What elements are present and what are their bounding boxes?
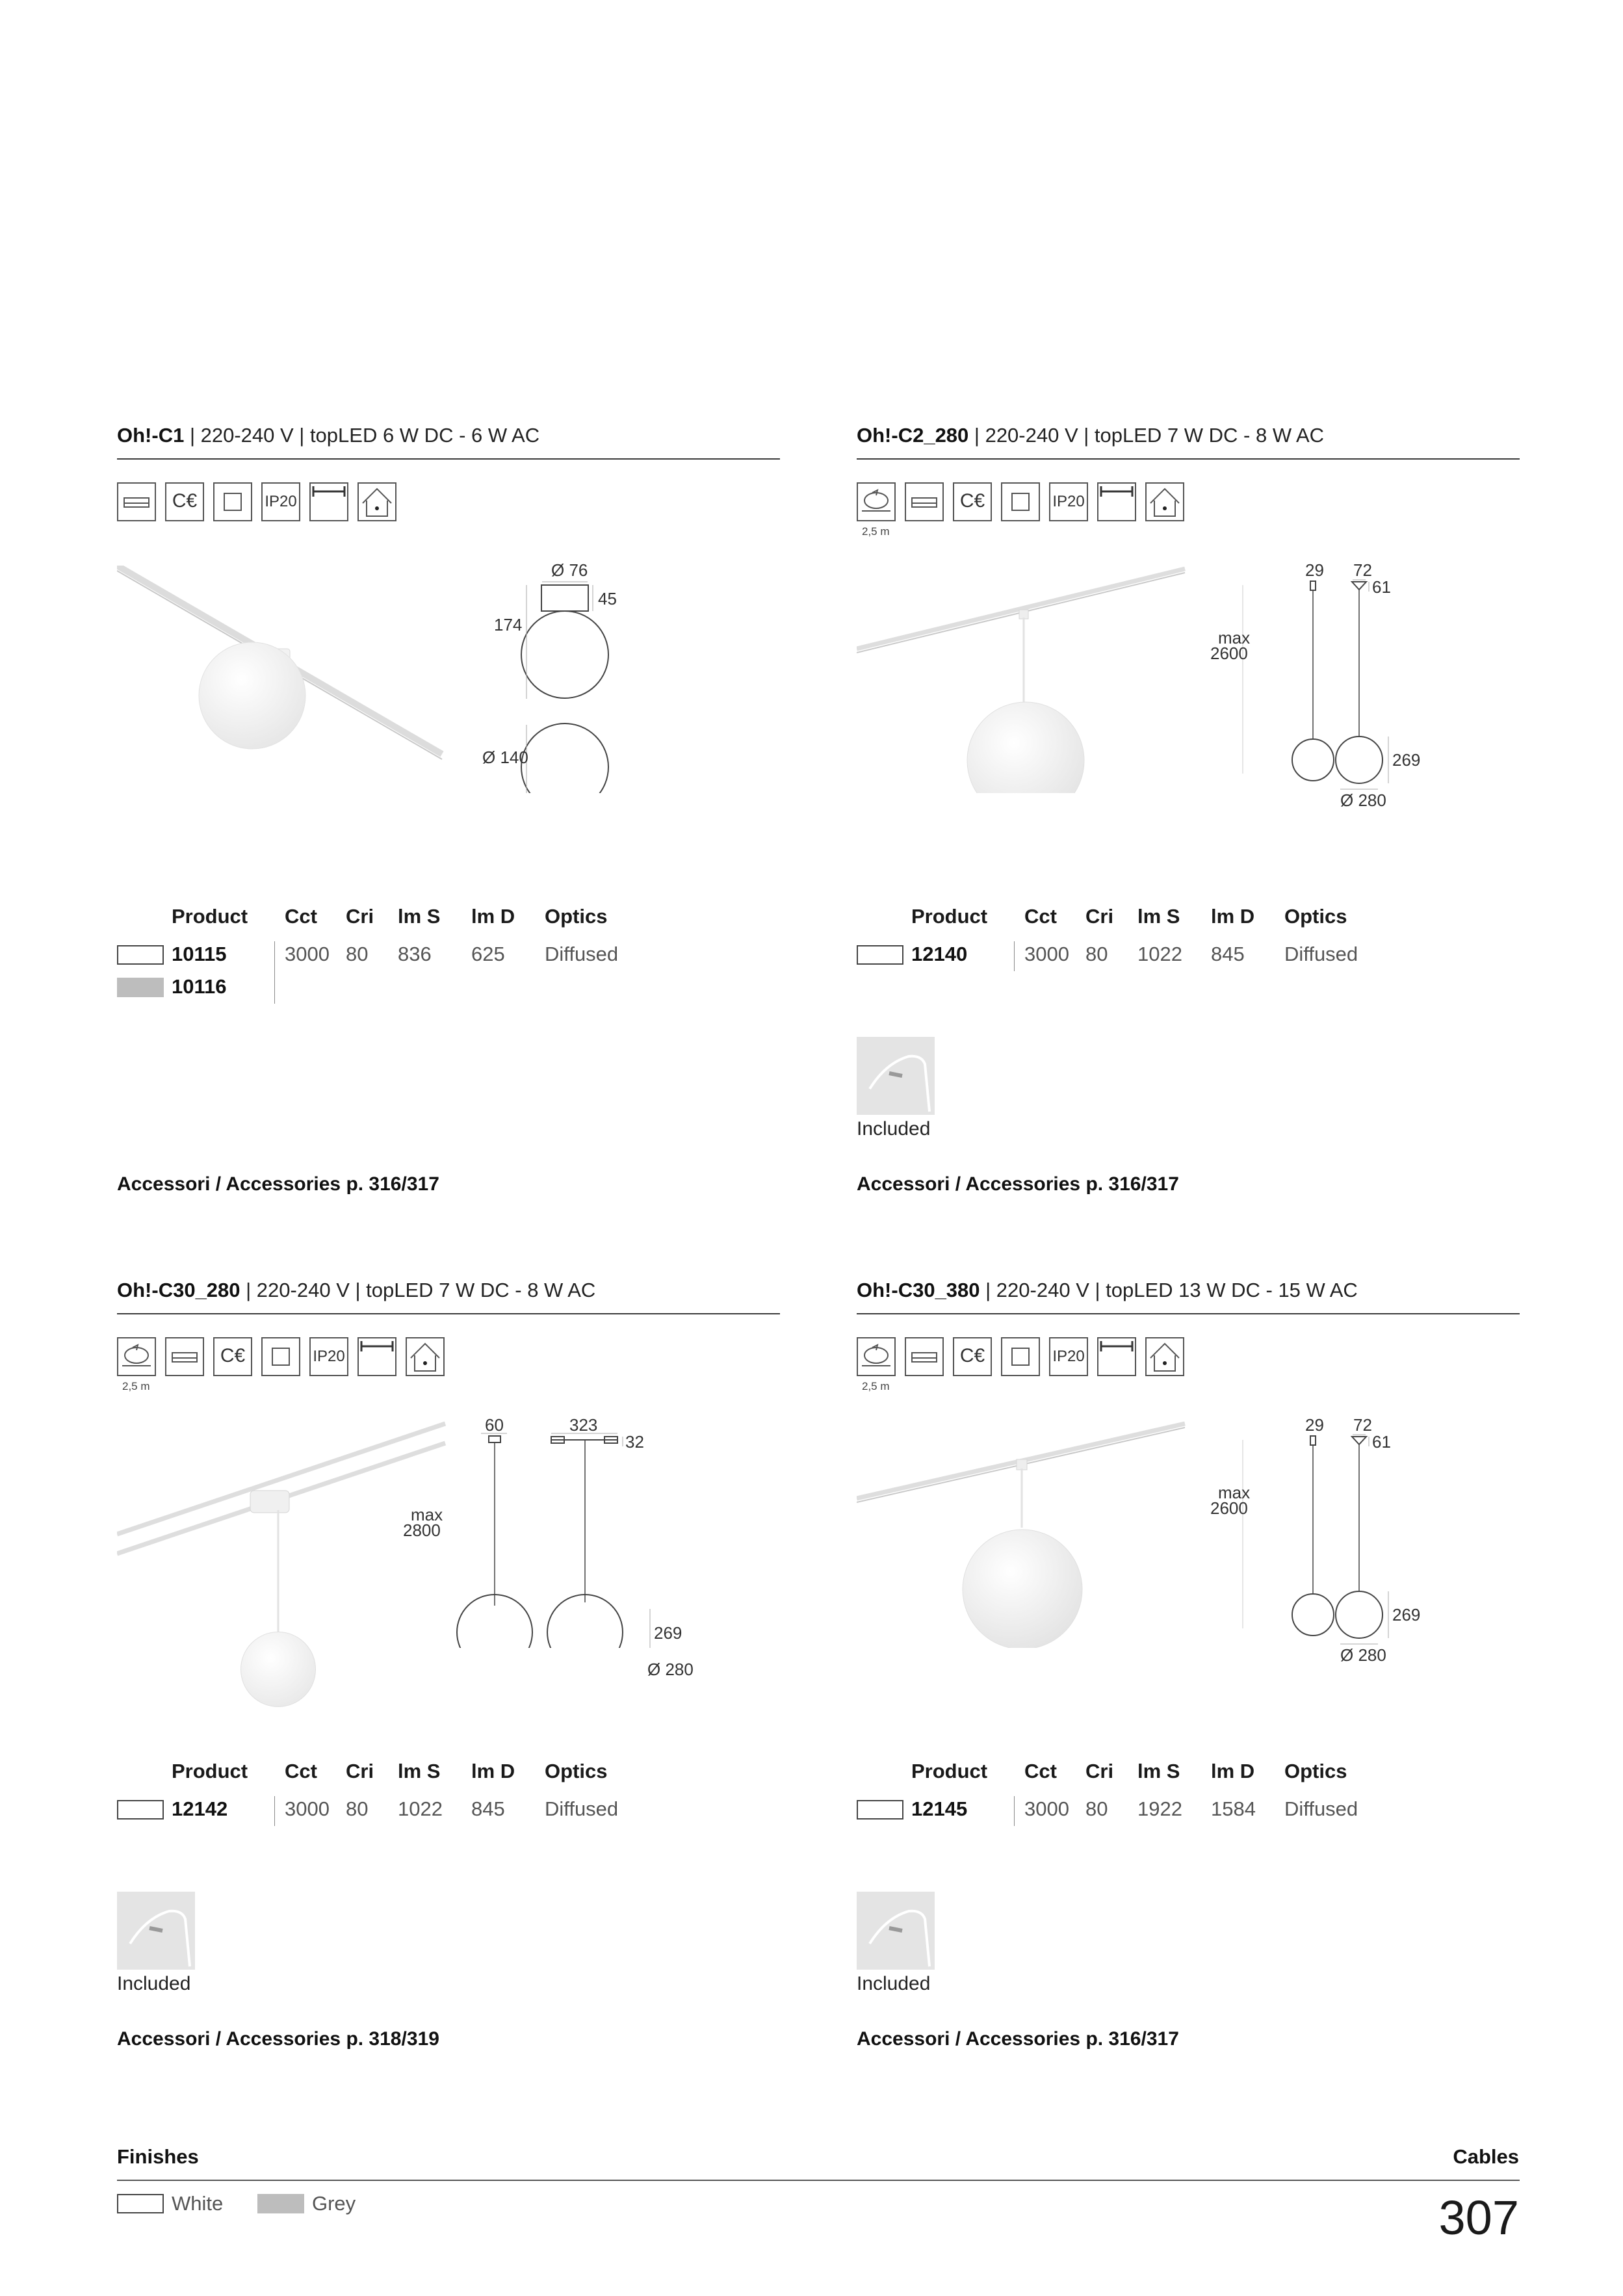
cri-value: 80 bbox=[346, 943, 369, 965]
product-code: 10115 bbox=[172, 943, 227, 965]
included-label: Included bbox=[857, 1973, 931, 1994]
indoor-icon bbox=[1145, 1337, 1184, 1376]
column-header-product: Product bbox=[911, 905, 988, 928]
dimension-diameter: Ø 280 bbox=[647, 1660, 694, 1679]
cable-length-label: 2,5 m bbox=[862, 1380, 890, 1392]
dimension-max-height: 2800 bbox=[403, 1520, 441, 1540]
cable-length-icon bbox=[117, 1337, 156, 1376]
class-2-icon bbox=[261, 1337, 300, 1376]
column-header-lm-d: lm D bbox=[471, 905, 515, 928]
dimension-globe-height: 269 bbox=[654, 1623, 682, 1643]
table-divider bbox=[274, 1796, 275, 1826]
accessories-reference: Accessori / Accessories p. 316/317 bbox=[857, 2028, 1179, 2050]
title-divider bbox=[117, 1313, 780, 1314]
ip20-icon: IP20 bbox=[1049, 482, 1088, 521]
ip20-icon: IP20 bbox=[1049, 1337, 1088, 1376]
technical-drawing bbox=[1195, 1415, 1520, 1665]
column-header-cri: Cri bbox=[1085, 1760, 1114, 1782]
dimension-max-height: 2600 bbox=[1210, 644, 1248, 663]
cct-value: 3000 bbox=[285, 1797, 330, 1820]
indoor-icon bbox=[357, 482, 396, 521]
class-2-icon bbox=[1001, 1337, 1040, 1376]
product-photo bbox=[117, 566, 455, 793]
lm-s-value: 1022 bbox=[1137, 943, 1182, 965]
table-divider bbox=[1014, 1796, 1015, 1826]
lm-s-value: 836 bbox=[398, 943, 432, 965]
class-2-icon bbox=[213, 482, 252, 521]
ce-mark-icon: C€ bbox=[213, 1337, 252, 1376]
ceiling-mount-icon bbox=[165, 1337, 204, 1376]
finish-swatch-white bbox=[857, 945, 903, 965]
optics-value: Diffused bbox=[545, 1797, 619, 1820]
included-label: Included bbox=[117, 1973, 191, 1994]
cable-length-label: 2,5 m bbox=[862, 525, 890, 538]
dimension-total-height: 174 bbox=[494, 615, 523, 634]
column-header-cri: Cri bbox=[1085, 905, 1114, 928]
dimension-diameter: Ø 140 bbox=[482, 748, 528, 767]
product-section-oh-c2-280 bbox=[857, 416, 1520, 1216]
product-section-oh-c30-280 bbox=[117, 1271, 780, 2070]
technical-drawing bbox=[455, 560, 780, 793]
dimension-canopy-height: 45 bbox=[598, 589, 617, 608]
accessories-reference: Accessori / Accessories p. 316/317 bbox=[857, 1173, 1179, 1195]
accessories-reference: Accessori / Accessories p. 318/319 bbox=[117, 2028, 439, 2050]
column-header-lm-s: lm S bbox=[398, 905, 441, 928]
column-header-product: Product bbox=[911, 1760, 988, 1782]
accessories-reference: Accessori / Accessories p. 316/317 bbox=[117, 1173, 439, 1195]
dimension-fixing-b-height: 61 bbox=[1372, 577, 1391, 597]
dimension-diameter: Ø 280 bbox=[1340, 1645, 1386, 1665]
title-divider bbox=[857, 1313, 1520, 1314]
lm-s-value: 1922 bbox=[1137, 1797, 1182, 1820]
column-header-cct: Cct bbox=[1024, 905, 1057, 928]
cri-value: 80 bbox=[1085, 943, 1108, 965]
dimension-max-label: max bbox=[1218, 628, 1251, 647]
dimension-globe-height: 269 bbox=[1392, 1605, 1421, 1624]
cable-length-icon bbox=[857, 1337, 896, 1376]
indoor-icon bbox=[406, 1337, 445, 1376]
ce-mark-icon: C€ bbox=[953, 482, 992, 521]
included-accessory-image bbox=[857, 1037, 935, 1115]
technical-drawing bbox=[403, 1415, 780, 1648]
column-header-cri: Cri bbox=[346, 905, 374, 928]
optics-value: Diffused bbox=[1284, 1797, 1358, 1820]
column-header-optics: Optics bbox=[1284, 1760, 1347, 1782]
column-header-cri: Cri bbox=[346, 1760, 374, 1782]
finish-swatch-white bbox=[857, 1800, 903, 1820]
dimension-fixing-b: 72 bbox=[1353, 560, 1372, 580]
finish-label-white: White bbox=[172, 2192, 224, 2215]
finish-swatch-grey bbox=[257, 2194, 304, 2213]
dimension-fixing-a: 29 bbox=[1305, 1415, 1324, 1435]
product-code: 12140 bbox=[911, 943, 968, 965]
dimension-fixing-b-height: 32 bbox=[625, 1432, 644, 1452]
table-divider bbox=[274, 941, 275, 1004]
ip20-icon: IP20 bbox=[261, 482, 300, 521]
included-label: Included bbox=[857, 1118, 931, 1140]
ip20-icon: IP20 bbox=[309, 1337, 348, 1376]
dimension-globe-height: 269 bbox=[1392, 750, 1421, 770]
indoor-icon bbox=[1145, 482, 1184, 521]
dimension-fixing-b-height: 61 bbox=[1372, 1432, 1391, 1452]
title-divider bbox=[117, 458, 780, 460]
category-label: Cables bbox=[1453, 2145, 1519, 2168]
title-divider bbox=[857, 458, 1520, 460]
included-accessory-image bbox=[857, 1892, 935, 1970]
included-accessory-image bbox=[117, 1892, 195, 1970]
track-length-icon bbox=[1097, 482, 1136, 521]
finishes-title: Finishes bbox=[117, 2145, 199, 2168]
ce-mark-icon: C€ bbox=[165, 482, 204, 521]
lm-d-value: 625 bbox=[471, 943, 505, 965]
optics-value: Diffused bbox=[1284, 943, 1358, 965]
cable-length-label: 2,5 m bbox=[122, 1380, 150, 1392]
product-title: Oh!-C30_380 | 220-240 V | topLED 13 W DC - 15 W AC bbox=[857, 1279, 1358, 1301]
ceiling-mount-icon bbox=[905, 482, 944, 521]
product-title: Oh!-C30_280 | 220-240 V | topLED 7 W DC - 8 W AC bbox=[117, 1279, 596, 1301]
dimension-max-label: max bbox=[1218, 1483, 1251, 1502]
product-section-oh-c1 bbox=[117, 416, 780, 1216]
page-number: 307 bbox=[1438, 2191, 1519, 2245]
product-photo bbox=[857, 1420, 1195, 1648]
cct-value: 3000 bbox=[1024, 943, 1069, 965]
ceiling-mount-icon bbox=[117, 482, 156, 521]
finish-swatch-white bbox=[117, 945, 164, 965]
product-globe bbox=[240, 1632, 316, 1707]
column-header-cct: Cct bbox=[285, 1760, 317, 1782]
cct-value: 3000 bbox=[1024, 1797, 1069, 1820]
track-length-icon bbox=[357, 1337, 396, 1376]
column-header-optics: Optics bbox=[545, 1760, 608, 1782]
column-header-product: Product bbox=[172, 1760, 248, 1782]
finish-swatch-grey bbox=[117, 978, 164, 997]
product-title: Oh!-C2_280 | 220-240 V | topLED 7 W DC - 8 W AC bbox=[857, 424, 1325, 447]
lm-d-value: 845 bbox=[471, 1797, 505, 1820]
dimension-fixing-a: 60 bbox=[485, 1415, 504, 1435]
dimension-fixing-a: 29 bbox=[1305, 560, 1324, 580]
technical-drawing bbox=[1195, 560, 1520, 810]
cable-length-icon bbox=[857, 482, 896, 521]
dimension-diameter: Ø 280 bbox=[1340, 790, 1386, 810]
ceiling-mount-icon bbox=[905, 1337, 944, 1376]
dimension-max-label: max bbox=[411, 1505, 443, 1524]
product-code: 12145 bbox=[911, 1797, 968, 1820]
dimension-max-height: 2600 bbox=[1210, 1498, 1248, 1518]
column-header-lm-s: lm S bbox=[1137, 905, 1180, 928]
product-code: 10116 bbox=[172, 975, 227, 998]
column-header-product: Product bbox=[172, 905, 248, 928]
product-title: Oh!-C1 | 220-240 V | topLED 6 W DC - 6 W AC bbox=[117, 424, 540, 447]
column-header-lm-s: lm S bbox=[1137, 1760, 1180, 1782]
column-header-optics: Optics bbox=[545, 905, 608, 928]
ce-mark-icon: C€ bbox=[953, 1337, 992, 1376]
table-divider bbox=[1014, 941, 1015, 971]
column-header-lm-d: lm D bbox=[1211, 1760, 1255, 1782]
lm-d-value: 845 bbox=[1211, 943, 1245, 965]
product-photo bbox=[857, 566, 1195, 793]
column-header-optics: Optics bbox=[1284, 905, 1347, 928]
dimension-top-diameter: Ø 76 bbox=[551, 560, 588, 580]
column-header-lm-d: lm D bbox=[471, 1760, 515, 1782]
finish-swatch-white bbox=[117, 2194, 164, 2213]
class-2-icon bbox=[1001, 482, 1040, 521]
dimension-fixing-b: 72 bbox=[1353, 1415, 1372, 1435]
finish-swatch-white bbox=[117, 1800, 164, 1820]
optics-value: Diffused bbox=[545, 943, 619, 965]
column-header-lm-s: lm S bbox=[398, 1760, 441, 1782]
dimension-fixing-b: 323 bbox=[569, 1415, 598, 1435]
column-header-cct: Cct bbox=[1024, 1760, 1057, 1782]
track-length-icon bbox=[1097, 1337, 1136, 1376]
cct-value: 3000 bbox=[285, 943, 330, 965]
track-length-icon bbox=[309, 482, 348, 521]
finish-label-grey: Grey bbox=[312, 2192, 356, 2215]
footer-divider bbox=[117, 2180, 1520, 2181]
column-header-lm-d: lm D bbox=[1211, 905, 1255, 928]
column-header-cct: Cct bbox=[285, 905, 317, 928]
product-code: 12142 bbox=[172, 1797, 228, 1820]
product-section-oh-c30-380 bbox=[857, 1271, 1520, 2070]
lm-s-value: 1022 bbox=[398, 1797, 443, 1820]
lm-d-value: 1584 bbox=[1211, 1797, 1256, 1820]
cri-value: 80 bbox=[346, 1797, 369, 1820]
cri-value: 80 bbox=[1085, 1797, 1108, 1820]
